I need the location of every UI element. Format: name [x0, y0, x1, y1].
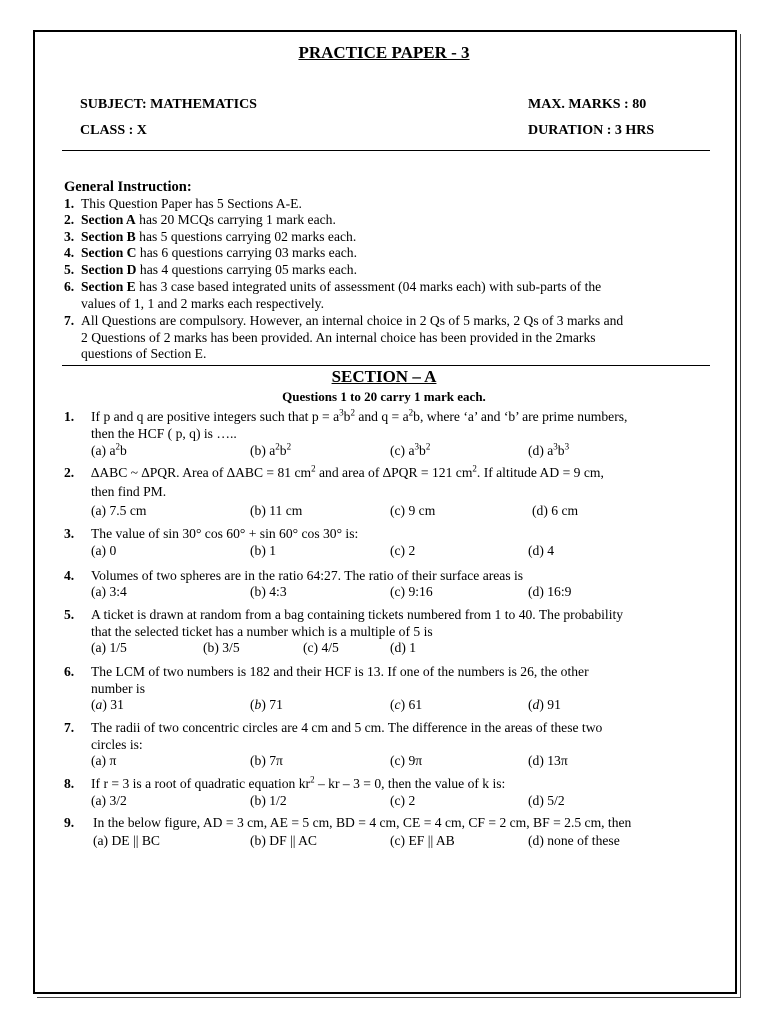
option-c: (c) 4/5 [303, 640, 339, 655]
option-a: (a) 3:4 [91, 584, 127, 599]
option-d: (d) 5/2 [528, 793, 565, 808]
instructions-divider [62, 365, 710, 366]
option-a: (a) 3/2 [91, 793, 127, 808]
option-c: (c) $a^3b^2$ [390, 441, 431, 458]
option-d: (d) 6 cm [532, 503, 579, 518]
option-a: (a) $a^2b$ [91, 441, 127, 458]
option-b: (b) 7π [250, 753, 283, 768]
option-c: (c) 9:16 [390, 584, 433, 599]
option-c: (c) 9 cm [390, 503, 436, 518]
option-c: (c) EF || AB [390, 833, 455, 848]
option-b: (b) 4:3 [250, 584, 287, 599]
option-b: (b) DF || AC [250, 833, 317, 848]
option-b: (b) $a^2b^2$ [250, 441, 292, 458]
subject-label: SUBJECT: MATHEMATICS [80, 97, 257, 112]
option-a: (a) 7.5 cm [91, 503, 147, 518]
paper-title: PRACTICE PAPER - 3 [298, 43, 470, 62]
duration-label: DURATION : 3 HRS [528, 123, 655, 138]
option-a: (a) 31 [91, 697, 124, 712]
option-d: (d) 13π [528, 753, 568, 768]
option-d: (d) 91 [528, 697, 561, 712]
instruction-item: 1. This Question Paper has 5 Sections A-E. [64, 196, 302, 211]
section-subtitle: Questions 1 to 20 carry 1 mark each. [282, 389, 486, 404]
option-b: (b) 71 [250, 697, 283, 712]
instruction-item: 7. All Questions are compulsory. However, an internal choice in 2 Qs of 5 marks, 2 Qs of 3 marks and 2 Questions of 2 marks has been provided. An internal choice has been provided in the 2marks questions of Section E. [64, 313, 624, 361]
option-b: (b) 3/5 [203, 640, 240, 655]
instruction-item: 5. Section D has 4 questions carrying 05 marks each. [64, 262, 357, 277]
header-divider [62, 150, 710, 151]
option-d: (d) $a^3b^3$ [528, 441, 570, 458]
option-a: (a) 1/5 [91, 640, 127, 655]
instructions-heading: General Instruction: [64, 179, 192, 195]
option-d: (d) none of these [528, 833, 620, 848]
option-d: (d) 4 [528, 543, 555, 558]
option-a: (a) 0 [91, 543, 117, 558]
option-d: (d) 1 [390, 640, 417, 655]
option-b: (b) 1/2 [250, 793, 287, 808]
option-c: (c) 9π [390, 753, 423, 768]
section-title: SECTION – A [331, 367, 437, 386]
class-label: CLASS : X [80, 123, 147, 138]
instruction-item: 6. Section E has 3 case based integrated units of assessment (04 marks each) with sub-parts of the values of 1, 1 and 2 marks each respectively. [64, 279, 602, 311]
option-a: (a) π [91, 753, 117, 768]
option-b: (b) 1 [250, 543, 277, 558]
instruction-item: 3. Section B has 5 questions carrying 02 marks each. [64, 229, 357, 244]
option-c: (c) 2 [390, 793, 416, 808]
option-c: (c) 61 [390, 697, 423, 712]
instruction-item: 2. Section A has 20 MCQs carrying 1 mark each. [64, 212, 336, 227]
option-b: (b) 11 cm [250, 503, 303, 518]
instruction-item: 4. Section C has 6 questions carrying 03 marks each. [64, 245, 357, 260]
option-a: (a) DE || BC [93, 833, 160, 848]
max-marks-label: MAX. MARKS : 80 [528, 97, 647, 112]
option-c: (c) 2 [390, 543, 416, 558]
option-d: (d) 16:9 [528, 584, 572, 599]
